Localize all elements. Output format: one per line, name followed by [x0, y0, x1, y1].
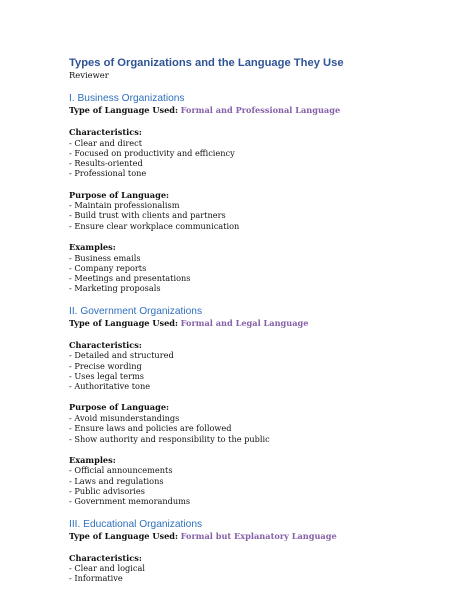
list-item: - Business emails	[69, 252, 141, 263]
section-government-organizations	[69, 306, 449, 507]
list-item: - Public advisories	[69, 485, 145, 496]
section-heading: II. Government Organizations	[69, 305, 203, 317]
bullet-list	[69, 350, 449, 391]
bullet-list	[69, 253, 449, 294]
section-business-organizations	[69, 93, 449, 294]
bullet-list	[69, 413, 449, 444]
document-title: Types of Organizations and the Language They Use	[69, 57, 344, 69]
bullet-list	[69, 465, 449, 506]
block-title: Purpose of Language:	[69, 189, 170, 200]
block-title: Characteristics:	[69, 127, 142, 137]
section-educational-organizations	[69, 519, 449, 584]
language-used-line	[69, 105, 449, 116]
list-item: - Government memorandums	[69, 496, 191, 507]
block-title: Characteristics:	[69, 339, 142, 350]
list-item: - Professional tone	[69, 168, 147, 179]
bullet-list	[69, 138, 449, 179]
list-item: - Build trust with clients and partners	[69, 210, 226, 221]
list-item: - Meetings and presentations	[69, 273, 191, 284]
list-item: - Avoid misunderstandings	[69, 412, 180, 423]
block-title: Examples:	[69, 454, 116, 465]
list-item: - Laws and regulations	[69, 475, 164, 486]
list-item: - Official announcements	[69, 465, 173, 476]
language-used-value: Formal but Explanatory Language	[180, 530, 337, 541]
block-title: Examples:	[69, 242, 116, 253]
bullet-list	[69, 563, 449, 584]
language-used-value: Formal and Legal Language	[180, 317, 309, 328]
bullet-list	[69, 200, 449, 231]
list-item: - Informative	[69, 573, 123, 584]
list-item: - Ensure laws and policies are followed	[69, 423, 232, 434]
language-used-line	[69, 318, 449, 329]
list-item: - Focused on productivity and efficiency	[69, 147, 235, 158]
block-title: Characteristics:	[69, 552, 142, 563]
section-heading: III. Educational Organizations	[69, 518, 203, 530]
language-used-line	[69, 531, 449, 542]
list-item: - Uses legal terms	[69, 370, 144, 381]
list-item: - Clear and logical	[69, 563, 145, 574]
list-item: - Maintain professionalism	[69, 200, 180, 211]
list-item: - Company reports	[69, 262, 147, 273]
language-used-label: Type of Language Used:	[69, 317, 179, 328]
document-content	[69, 57, 449, 584]
list-item: - Ensure clear workplace communication	[69, 220, 240, 231]
list-item: - Authoritative tone	[69, 381, 151, 392]
section-heading: I. Business Organizations	[69, 93, 185, 104]
list-item: - Results-oriented	[69, 158, 143, 169]
block-title: Purpose of Language:	[69, 402, 170, 413]
list-item: - Show authority and responsibility to the public	[69, 433, 270, 444]
language-used-label: Type of Language Used:	[69, 105, 179, 115]
list-item: - Precise wording	[69, 360, 142, 371]
list-item: - Clear and direct	[69, 137, 142, 148]
language-used-label: Type of Language Used:	[69, 530, 179, 541]
language-used-value: Formal and Professional Language	[180, 105, 341, 115]
sections-container	[69, 93, 449, 584]
list-item: - Detailed and structured	[69, 350, 174, 361]
list-item: - Marketing proposals	[69, 283, 161, 294]
document-subtitle: Reviewer	[69, 70, 109, 80]
